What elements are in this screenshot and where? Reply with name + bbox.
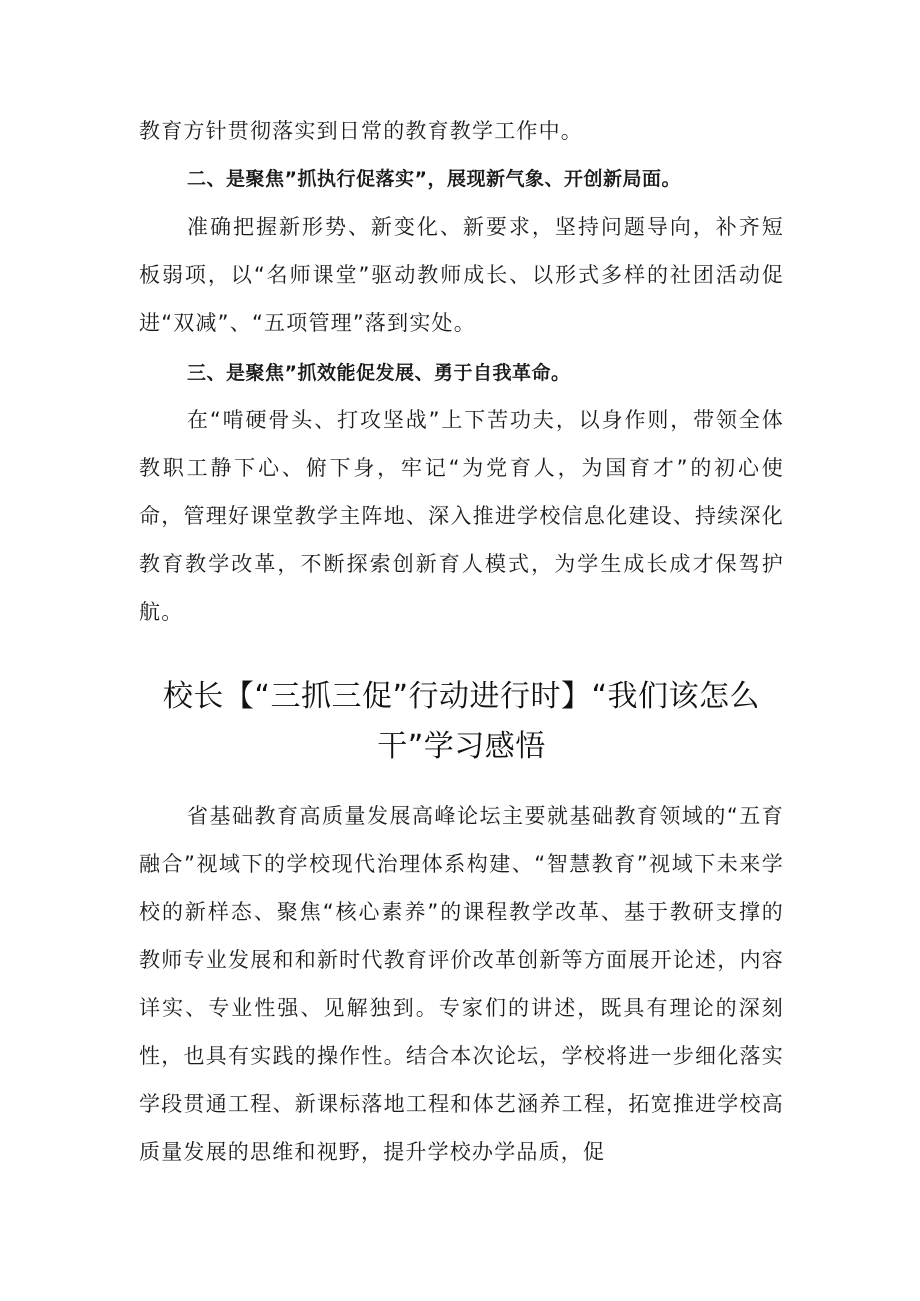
article-title: 校长【“三抓三促”行动进行时】“我们该怎么干”学习感悟 [162, 679, 761, 764]
point-three-heading: 三、是聚焦”抓效能促发展、勇于自我革命。 [187, 362, 571, 384]
article-body-paragraph: 省基础教育高质量发展高峰论坛主要就基础教育领域的“五育融合”视域下的学校现代治理体系构建、“智慧教育”视域下未来学校的新样态、聚焦“核心素养”的课程教学改革、基于教研支撑的教师专业发展和和新时代教育评价改革创新等方面展开论述，内容详实、专业性强、见解独到。专家们的讲述，既具有理论的深刻性，也具有实践的操作性。结合本次论坛，学校将进一步细化落实学段贯通工程、新课标落地工程和体艺涵养工程，拓宽推进学校高质量发展的思维和视野，提升学校办学品质，促 [139, 804, 784, 1164]
point-two-paragraph: 准确把握新形势、新变化、新要求，坚持问题导向，补齐短板弱项，以“名师课堂”驱动教师成长、以形式多样的社团活动促进“双减”、“五项管理”落到实处。 [139, 215, 784, 335]
continuation-paragraph: 教育方针贯彻落实到日常的教育教学工作中。 [139, 119, 583, 143]
point-three-paragraph: 在“啃硬骨头、打攻坚战”上下苦功夫，以身作则，带领全体教职工静下心、俯下身，牢记“为党育人，为国育才”的初心使命，管理好课堂教学主阵地、深入推进学校信息化建设、持续深化教育教学改革，不断探索创新育人模式，为学生成长成才保驾护航。 [139, 408, 784, 624]
point-two-heading: 二、是聚焦”抓执行促落实”，展现新气象、开创新局面。 [187, 168, 681, 190]
